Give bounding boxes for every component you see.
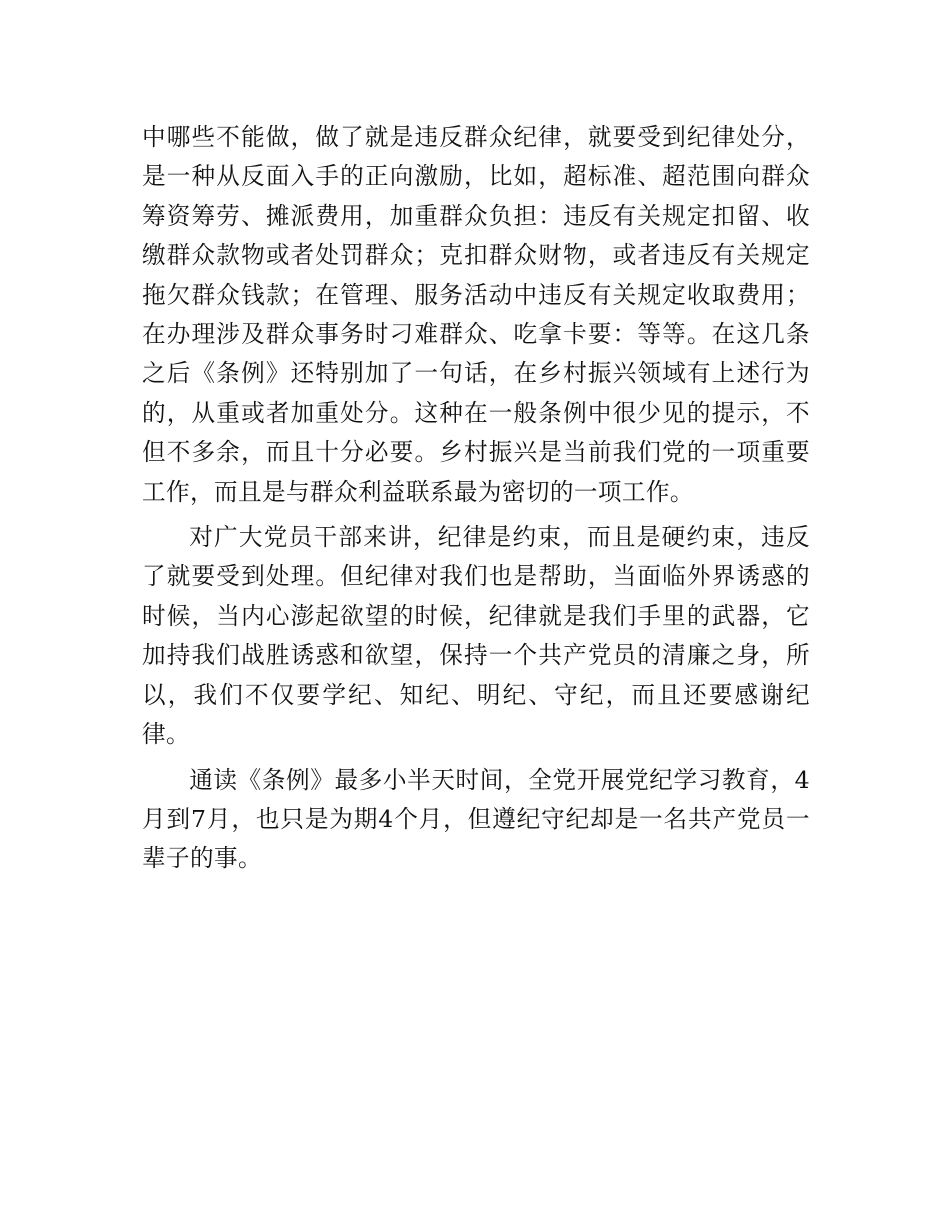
paragraph-2: 对广大党员干部来讲，纪律是约束，而且是硬约束，违反了就要受到处理。但纪律对我们也是帮助，当面临外界诱惑的时候，当内心澎起欲望的时候，纪律就是我们手里的武器，它加持我们战胜诱惑和欲望，保持一个共产党员的清廉之身，所以，我们不仅要学纪、知纪、明纪、守纪，而且还要感谢纪律。 bbox=[142, 523, 810, 749]
paragraph-1: 中哪些不能做，做了就是违反群众纪律，就要受到纪律处分，是一种从反面入手的正向激励，比如，超标准、超范围向群众筹资筹劳、摊派费用，加重群众负担：违反有关规定扣留、收缴群众款物或者处罚群众；克扣群众财物，或者违反有关规定拖欠群众钱款；在管理、服务活动中违反有关规定收取费用；在办理涉及群众事务时刁难群众、吃拿卡要：等等。在这几条之后《条例》还特别加了一句话，在乡村振兴领域有上述行为的，从重或者加重处分。这种在一般条例中很少见的提示，不但不多余，而且十分必要。乡村振兴是当前我们党的一项重要工作，而且是与群众利益联系最为密切的一项工作。 bbox=[142, 123, 810, 506]
paragraph-3: 通读《条例》最多小半天时间，全党开展党纪学习教育，4月到7月，也只是为期4个月，但遵纪守纪却是一名共产党员一辈子的事。 bbox=[142, 765, 810, 873]
document-body bbox=[142, 118, 810, 879]
